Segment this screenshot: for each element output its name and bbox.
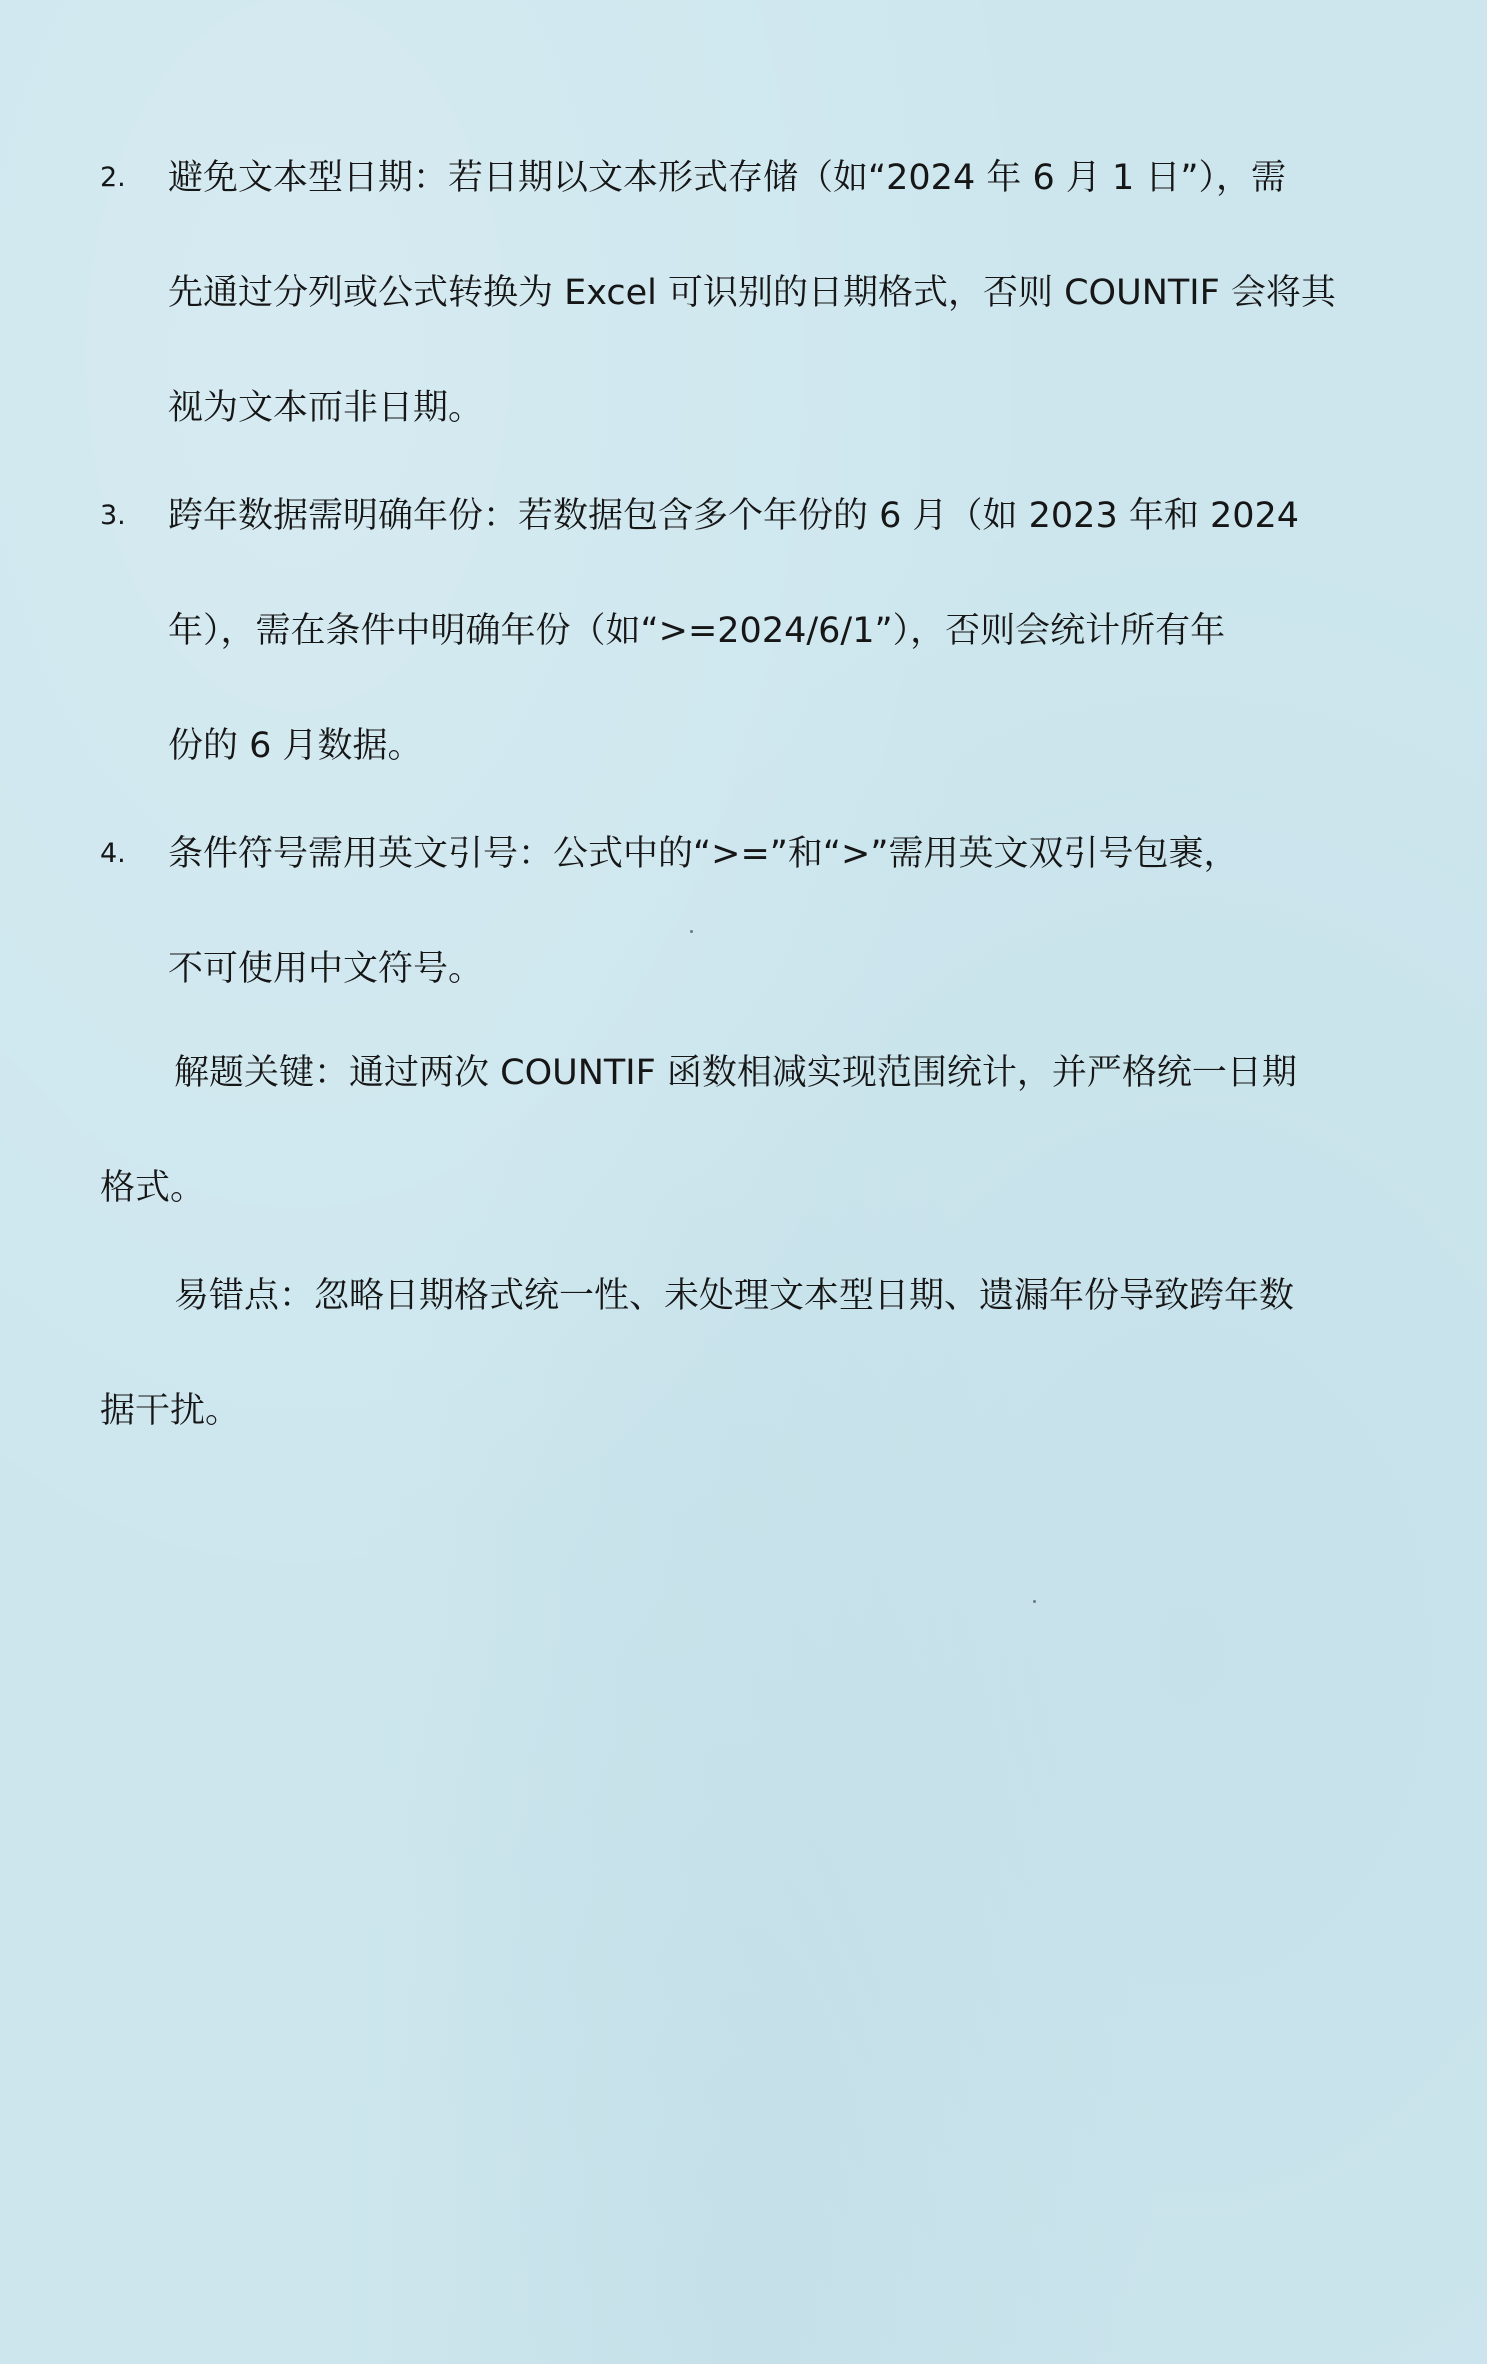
list-item-line: 份的 6 月数据。: [168, 726, 423, 766]
list-item-line: 年），需在条件中明确年份（如“>=2024/6/1”），否则会统计所有年: [168, 611, 1226, 651]
list-number: 4.: [100, 838, 126, 869]
paragraph-line: 解题关键：通过两次 COUNTIF 函数相减实现范围统计，并严格统一日期: [174, 1053, 1297, 1093]
list-number: 3.: [100, 500, 126, 531]
list-item-line: 视为文本而非日期。: [168, 388, 484, 428]
paragraph-line: 易错点：忽略日期格式统一性、未处理文本型日期、遗漏年份导致跨年数: [174, 1276, 1295, 1316]
list-number: 2.: [100, 162, 126, 193]
paragraph-line: 据干扰。: [100, 1391, 241, 1431]
paragraph-line: 格式。: [100, 1168, 206, 1208]
list-item-line: 先通过分列或公式转换为 Excel 可识别的日期格式，否则 COUNTIF 会将其: [168, 273, 1336, 313]
list-item-line: 避免文本型日期：若日期以文本形式存储（如“2024 年 6 月 1 日”），需: [168, 158, 1287, 198]
list-item-line: 不可使用中文符号。: [168, 949, 484, 989]
list-item-line: 跨年数据需明确年份：若数据包含多个年份的 6 月（如 2023 年和 2024: [168, 496, 1300, 536]
paper-speck: [1033, 1600, 1036, 1603]
paper-speck: [690, 930, 693, 933]
list-item-line: 条件符号需用英文引号：公式中的“>=”和“>”需用英文双引号包裹，: [168, 834, 1239, 874]
